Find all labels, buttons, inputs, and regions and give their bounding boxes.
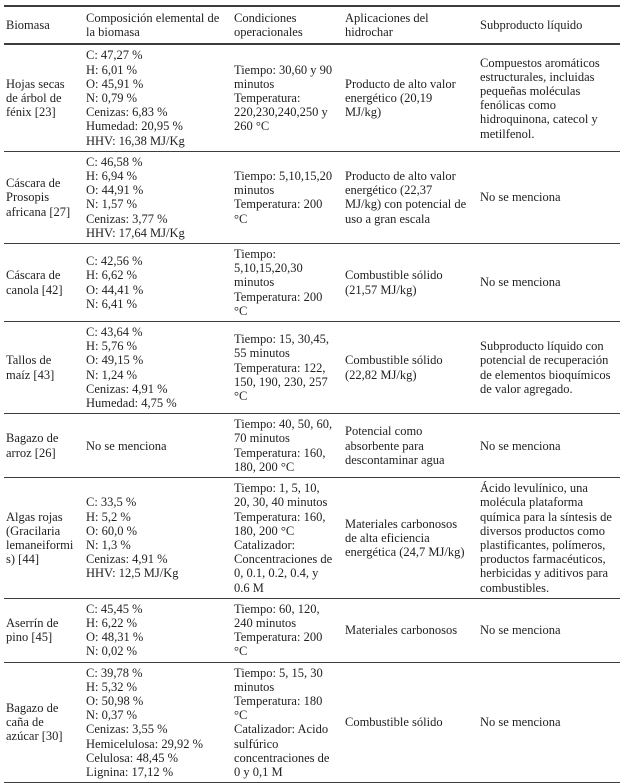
cell-condiciones: Tiempo: 60, 120, 240 minutos Temperatura: 200 °C	[232, 598, 343, 662]
cell-biomasa: Bagazo de arroz [26]	[4, 414, 84, 478]
cell-composicion: C: 42,56 % H: 6,62 % O: 44,41 % N: 6,41 %	[84, 244, 232, 322]
table-row	[4, 244, 620, 322]
cell-composicion: C: 33,5 % H: 5,2 % O: 60,0 % N: 1,3 % Cenizas: 4,91 % HHV: 12,5 MJ/Kg	[84, 478, 232, 599]
header-row	[4, 6, 620, 44]
cell-aplicaciones: Combustible sólido (22,82 MJ/kg)	[343, 322, 478, 414]
cell-biomasa: Hojas secas de árbol de fénix [23]	[4, 44, 84, 151]
cell-composicion: C: 45,45 % H: 6,22 % O: 48,31 % N: 0,02 %	[84, 598, 232, 662]
cell-condiciones: Tiempo: 40, 50, 60, 70 minutos Temperatura: 160, 180, 200 °C	[232, 414, 343, 478]
cell-aplicaciones: Materiales carbonosos de alta eficiencia energética (24,7 MJ/kg)	[343, 478, 478, 599]
cell-biomasa: Cáscara de Prosopis africana [27]	[4, 151, 84, 243]
cell-biomasa: Algas rojas (Gracilaria lemaneiformis) [44]	[4, 478, 84, 599]
table-row	[4, 322, 620, 414]
table-row	[4, 478, 620, 599]
col-header-composicion: Composición elemental de la biomasa	[84, 6, 232, 44]
cell-biomasa: Tallos de maíz [43]	[4, 322, 84, 414]
table-header	[4, 6, 620, 44]
cell-aplicaciones: Materiales carbonosos	[343, 598, 478, 662]
cell-composicion: C: 47,27 % H: 6,01 % O: 45,91 % N: 0,79 % Cenizas: 6,83 % Humedad: 20,95 % HHV: 16,38 MJ/Kg	[84, 44, 232, 151]
col-header-condiciones: Condiciones operacionales	[232, 6, 343, 44]
cell-composicion: C: 46,58 % H: 6,94 % O: 44,91 % N: 1,57 % Cenizas: 3,77 % HHV: 17,64 MJ/Kg	[84, 151, 232, 243]
cell-composicion: C: 43,64 % H: 5,76 % O: 49,15 % N: 1,24 % Cenizas: 4,91 % Humedad: 4,75 %	[84, 322, 232, 414]
cell-aplicaciones: Combustible sólido	[343, 662, 478, 783]
table-row	[4, 662, 620, 783]
cell-biomasa: Aserrín de pino [45]	[4, 598, 84, 662]
cell-biomasa: Bagazo de caña de azúcar [30]	[4, 662, 84, 783]
col-header-aplicaciones: Aplicaciones del hidrochar	[343, 6, 478, 44]
cell-condiciones: Tiempo: 15, 30,45, 55 minutos Temperatura: 122, 150, 190, 230, 257 °C	[232, 322, 343, 414]
table-row	[4, 151, 620, 243]
cell-aplicaciones: Potencial como absorbente para descontaminar agua	[343, 414, 478, 478]
cell-subproducto: No se menciona	[478, 244, 620, 322]
cell-aplicaciones: Producto de alto valor energético (22,37 MJ/kg) con potencial de uso a gran escala	[343, 151, 478, 243]
cell-condiciones: Tiempo: 5, 15, 30 minutos Temperatura: 180 °C Catalizador: Acido sulfúrico concentraciones de 0 y 0,1 M	[232, 662, 343, 783]
cell-subproducto: Ácido levulínico, una molécula plataforma química para la síntesis de diversos productos como plastificantes, polímeros, productos farmacéuticos, herbicidas y aditivos para combustibles.	[478, 478, 620, 599]
table-row	[4, 414, 620, 478]
table-row	[4, 598, 620, 662]
cell-aplicaciones: Producto de alto valor energético (20,19 MJ/kg)	[343, 44, 478, 151]
cell-biomasa: Cáscara de canola [42]	[4, 244, 84, 322]
cell-condiciones: Tiempo: 5,10,15,20,30 minutos Temperatura: 200 °C	[232, 244, 343, 322]
cell-subproducto: No se menciona	[478, 598, 620, 662]
cell-subproducto: Compuestos aromáticos estructurales, incluidas pequeñas moléculas fenólicas como hidroquinona, catecol y metilfenol.	[478, 44, 620, 151]
col-header-biomasa: Biomasa	[4, 6, 84, 44]
cell-subproducto: Subproducto líquido con potencial de recuperación de elementos bioquímicos de valor agregado.	[478, 322, 620, 414]
cell-condiciones: Tiempo: 30,60 y 90 minutos Temperatura: 220,230,240,250 y 260 °C	[232, 44, 343, 151]
cell-condiciones: Tiempo: 5,10,15,20 minutos Temperatura: 200 °C	[232, 151, 343, 243]
cell-aplicaciones: Combustible sólido (21,57 MJ/kg)	[343, 244, 478, 322]
cell-subproducto: No se menciona	[478, 662, 620, 783]
col-header-subproducto: Subproducto líquido	[478, 6, 620, 44]
table-row	[4, 44, 620, 151]
cell-condiciones: Tiempo: 1, 5, 10, 20, 30, 40 minutos Temperatura: 160, 180, 200 °C Catalizador: Concentraciones de 0, 0.1, 0.2, 0.4, y 0.6 M	[232, 478, 343, 599]
cell-composicion: C: 39,78 % H: 5,32 % O: 50,98 % N: 0,37 % Cenizas: 3,55 % Hemicelulosa: 29,92 % Celulosa: 48,45 % Lignina: 17,12 %	[84, 662, 232, 783]
cell-composicion: No se menciona	[84, 414, 232, 478]
cell-subproducto: No se menciona	[478, 414, 620, 478]
document-page	[0, 5, 624, 779]
cell-subproducto: No se menciona	[478, 151, 620, 243]
table-body	[4, 44, 620, 782]
biomass-hydrochar-table	[4, 5, 620, 783]
